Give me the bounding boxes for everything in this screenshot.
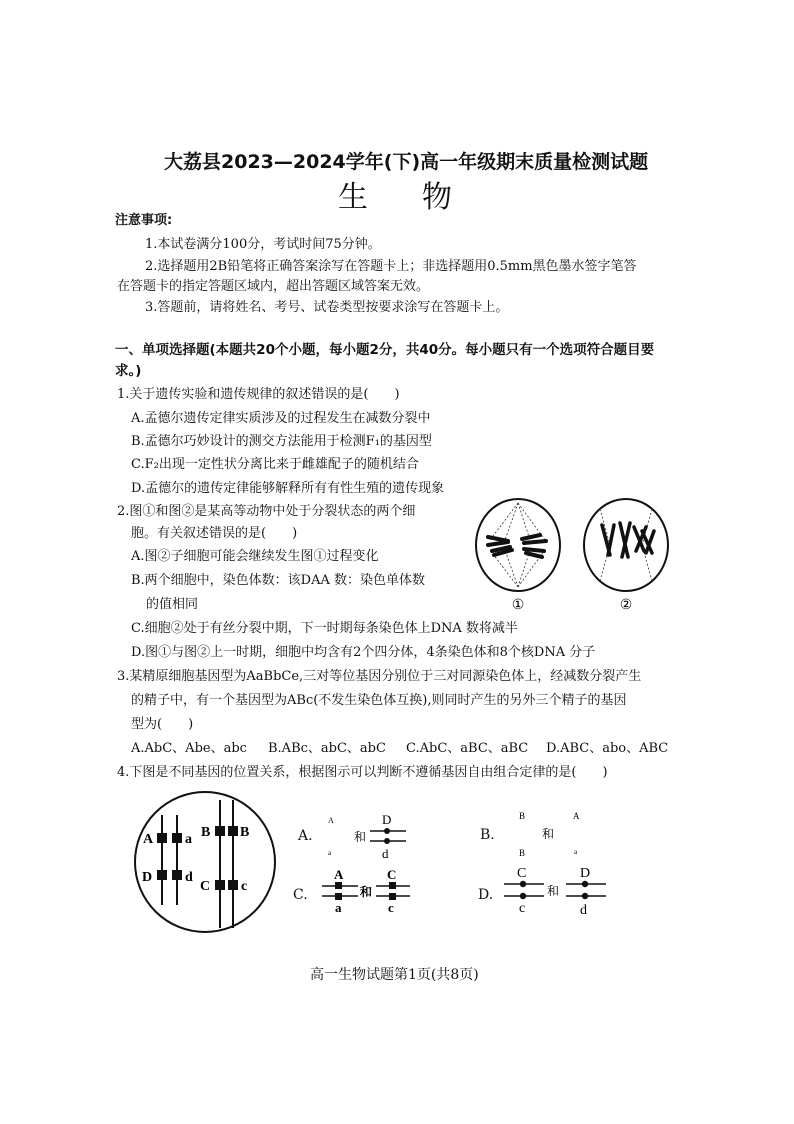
- q3-stem-cont-1: 的精子中，有一个基因型为ABc(不发生染色体互换),则同时产生的另外三个精子的基因: [131, 693, 627, 708]
- optB-gene-a: a: [574, 848, 578, 856]
- q1-option-a: A.孟德尔遗传定律实质涉及的过程发生在减数分裂中: [131, 411, 431, 426]
- cell-gene-B-left: B: [201, 825, 211, 840]
- optC-gene-a: a: [335, 900, 342, 915]
- q4-stem: 4.下图是不同基因的位置关系，根据图示可以判断不遵循基因自由组合定律的是( ): [117, 765, 608, 780]
- q2-option-b: B.两个细胞中，染色体数：该DAA 数：染色单体数: [131, 573, 426, 588]
- q2-stem: 2.图①和图②是某高等动物中处于分裂状态的两个细: [117, 504, 416, 519]
- cell-1-label: ①: [511, 598, 525, 613]
- optA-gene-A: A: [328, 816, 334, 825]
- optD-gene-c: c: [519, 901, 526, 916]
- optC-gene-A: A: [334, 867, 344, 882]
- q1-stem: 1.关于遗传实验和遗传规律的叙述错误的是( ): [117, 387, 400, 402]
- q4-option-a-diagram: [320, 811, 420, 866]
- optB-gene-B-bottom: B: [519, 848, 526, 858]
- notes-item-1: 1.本试卷满分100分，考试时间75分钟。: [145, 237, 381, 252]
- q2-option-b-cont: 的值相同: [146, 597, 199, 612]
- q3-stem-cont-2: 型为( ): [131, 717, 194, 732]
- notes-item-3: 3.答题前，请将姓名、考号、试卷类型按要求涂写在答题卡上。: [145, 300, 509, 315]
- cell-gene-D: D: [142, 870, 153, 885]
- q3-option-a: A.AbC、Abe、abc: [131, 741, 247, 756]
- optD-gene-d: d: [580, 903, 587, 918]
- optC-gene-C: C: [387, 867, 397, 882]
- cell-gene-c: c: [241, 879, 248, 894]
- cell-gene-a: a: [185, 832, 192, 847]
- q2-option-d: D.图①与图②上一时期，细胞中均含有2个四分体，4条染色体和8个核DNA 分子: [131, 645, 596, 660]
- cell-gene-A: A: [143, 832, 154, 847]
- optC-gene-c: c: [388, 900, 394, 915]
- optD-gene-D: D: [580, 866, 591, 881]
- optB-gene-B-top: B: [519, 811, 526, 821]
- notes-item-2-cont: 在答题卡的指定答题区域内，超出答题区域答案无效。: [117, 279, 430, 294]
- page-footer: 高一生物试题第1页(共8页): [310, 967, 479, 983]
- q1-option-b: B.孟德尔巧妙设计的测交方法能用于检测F₁的基因型: [131, 434, 432, 449]
- q4-option-d-diagram: [500, 864, 620, 919]
- section-heading-cont: 求。): [115, 363, 142, 379]
- q4-option-c-letter: C.: [293, 887, 308, 903]
- q3-stem: 3.某精原细胞基因型为AaBbCe,三对等位基因分别位于三对同源染色体上，经减数分裂产生: [117, 669, 642, 684]
- q3-option-d: D.ABC、abo、ABC: [546, 741, 669, 756]
- cell-1-diagram: [476, 499, 560, 591]
- optB-he: 和: [542, 827, 555, 841]
- optA-gene-a: a: [328, 849, 332, 857]
- section-heading: 一、单项选择题(本题共20个小题，每小题2分，共40分。每小题只有一个选项符合题目要: [115, 342, 655, 358]
- cell-gene-B-right: B: [240, 825, 250, 840]
- q4-option-a-letter: A.: [298, 828, 313, 844]
- optA-gene-d: d: [382, 846, 389, 861]
- optB-gene-A: A: [573, 811, 580, 821]
- optA-gene-D: D: [382, 812, 392, 827]
- subject-char-1: 生: [338, 180, 370, 215]
- notes-item-2: 2.选择题用2B铅笔将正确答案涂写在答题卡上；非选择题用0.5mm黑色墨水签字笔答: [145, 259, 637, 274]
- optD-he: 和: [547, 884, 560, 898]
- q2-cell-figures: [470, 495, 700, 625]
- q2-stem-cont: 胞。有关叙述错误的是( ): [131, 526, 298, 541]
- q1-option-d: D.孟德尔的遗传定律能够解释所有有性生殖的遗传现象: [131, 481, 445, 496]
- q2-option-a: A.图②子细胞可能会继续发生图①过程变化: [131, 549, 379, 564]
- q1-option-c: C.F₂出现一定性状分离比来于雌雄配子的随机结合: [131, 457, 419, 472]
- optC-he: 和: [360, 885, 373, 899]
- optD-gene-C: C: [517, 866, 527, 881]
- exam-title: 大荔县2023—2024学年(下)高一年级期末质量检测试题: [164, 151, 649, 173]
- q4-option-d-letter: D.: [478, 887, 494, 903]
- cell-2-diagram: [584, 499, 668, 591]
- cell-2-label: ②: [619, 598, 633, 613]
- q2-option-c: C.细胞②处于有丝分裂中期，下一时期每条染色体上DNA 数将减半: [131, 621, 518, 636]
- cell-gene-C: C: [200, 879, 211, 894]
- q4-option-b-diagram: [510, 808, 610, 863]
- subject-char-2: 物: [422, 180, 454, 215]
- q4-cell-diagram: [130, 790, 280, 940]
- q3-option-c: C.AbC、aBC、aBC: [406, 741, 529, 756]
- cell-gene-d: d: [185, 870, 193, 885]
- q4-option-b-letter: B.: [480, 827, 495, 843]
- notes-heading: 注意事项:: [115, 213, 173, 228]
- q4-option-c-diagram: [318, 866, 418, 921]
- q3-option-b: B.ABc、abC、abC: [268, 741, 386, 756]
- optA-he: 和: [354, 830, 367, 844]
